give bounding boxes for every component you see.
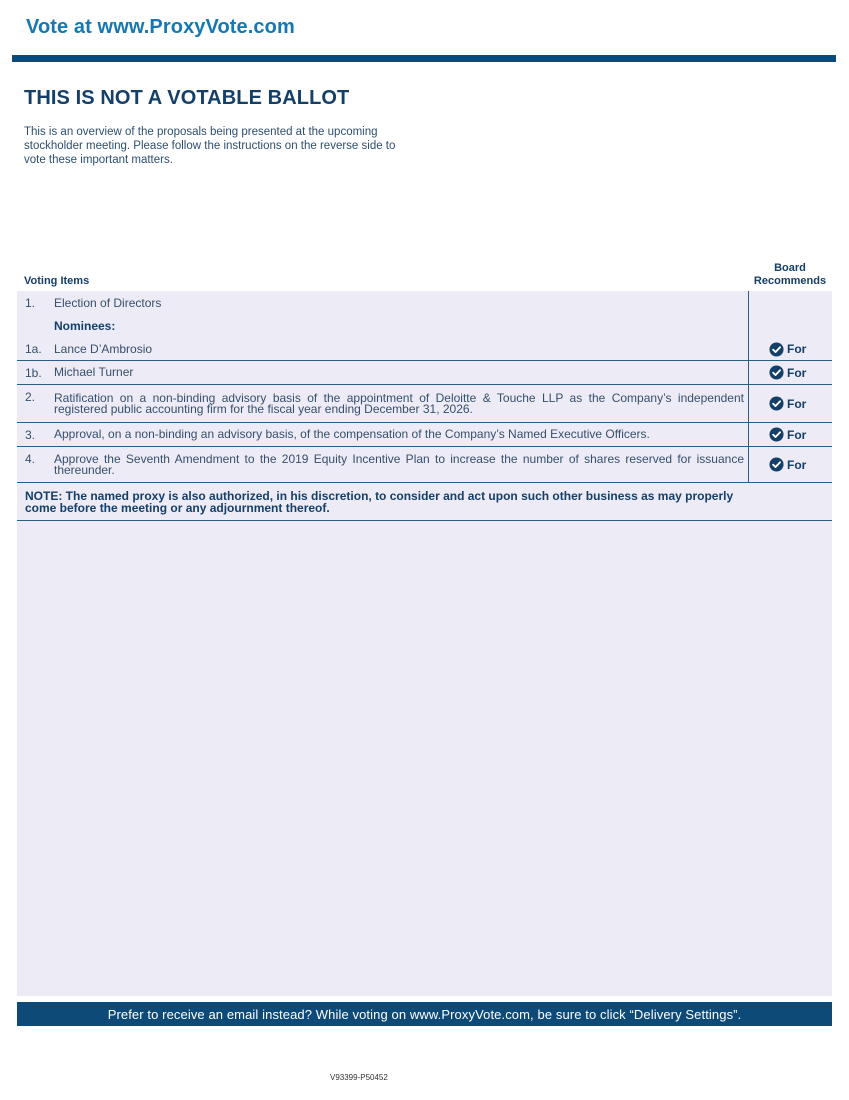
board-recommendation xyxy=(769,385,806,422)
board-recommendation xyxy=(769,423,806,446)
table-row-3 xyxy=(17,423,832,447)
table-row-2 xyxy=(17,385,832,423)
table-row-1 xyxy=(17,292,832,314)
item-text: Michael Turner xyxy=(54,365,134,379)
board-header-line-1: Board xyxy=(774,262,806,274)
item-text: Approve the Seventh Amendment to the 2019 Equity Incentive Plan to increase the number of shares reserved for issuance thereunder. xyxy=(54,451,744,477)
board-recommends-header xyxy=(748,262,832,288)
board-recommendation xyxy=(769,447,806,482)
item-number: 1. xyxy=(25,296,36,310)
intro-text: This is an overview of the proposals being presented at the upcoming stockholder meeting. Please follow the instructions on the reverse side to vote these important matters. xyxy=(24,126,396,166)
item-number: 3. xyxy=(25,427,36,442)
item-text: Ratification on a non-binding advisory basis of the appointment of Deloitte & Touche LLP as the Company’s independent registered public accounting firm for the fiscal year ending December 31, 2026. xyxy=(54,390,744,416)
item-text: Lance D’Ambrosio xyxy=(54,341,153,356)
table-row-1b xyxy=(17,361,832,385)
check-circle-icon xyxy=(769,457,784,472)
item-text: Approval, on a non-binding an advisory basis, of the compensation of the Company’s Named Executive Officers. xyxy=(54,427,650,441)
item-text: Election of Directors xyxy=(54,295,162,310)
proxy-note-text: NOTE: The named proxy is also authorized, in his discretion, to consider and act upon such other business as may properly come before the meeting or any adjournment thereof. xyxy=(25,489,734,515)
recommendation-label: For xyxy=(787,457,807,472)
proxyvote-link[interactable]: Vote at www.ProxyVote.com xyxy=(26,16,295,38)
recommendation-label: For xyxy=(787,342,807,356)
check-circle-icon xyxy=(769,342,784,357)
table-row-4 xyxy=(17,447,832,483)
header-divider xyxy=(12,55,836,62)
voting-items-header: Voting Items xyxy=(24,275,90,287)
check-circle-icon xyxy=(769,365,784,380)
item-number: 2. xyxy=(25,390,36,404)
email-delivery-banner: Prefer to receive an email instead? While voting on www.ProxyVote.com, be sure to click “Delivery Settings”. xyxy=(17,1002,832,1026)
board-recommendation xyxy=(769,338,806,360)
board-header-line-2: Recommends xyxy=(753,275,827,287)
table-row-1a xyxy=(17,338,832,361)
proxy-note xyxy=(17,483,832,521)
item-number: 4. xyxy=(25,452,36,466)
nominees-row xyxy=(17,314,832,338)
page-title: THIS IS NOT A VOTABLE BALLOT xyxy=(24,87,350,109)
recommendation-label: For xyxy=(787,396,807,411)
recommendation-label: For xyxy=(787,427,807,442)
nominees-label: Nominees: xyxy=(54,318,116,333)
item-number: 1b. xyxy=(25,365,42,380)
item-number: 1a. xyxy=(25,342,42,356)
check-circle-icon xyxy=(769,396,784,411)
check-circle-icon xyxy=(769,427,784,442)
board-recommendation xyxy=(769,361,806,384)
recommendation-label: For xyxy=(787,365,807,380)
document-code-text: V93399-P50452 xyxy=(330,1073,388,1082)
